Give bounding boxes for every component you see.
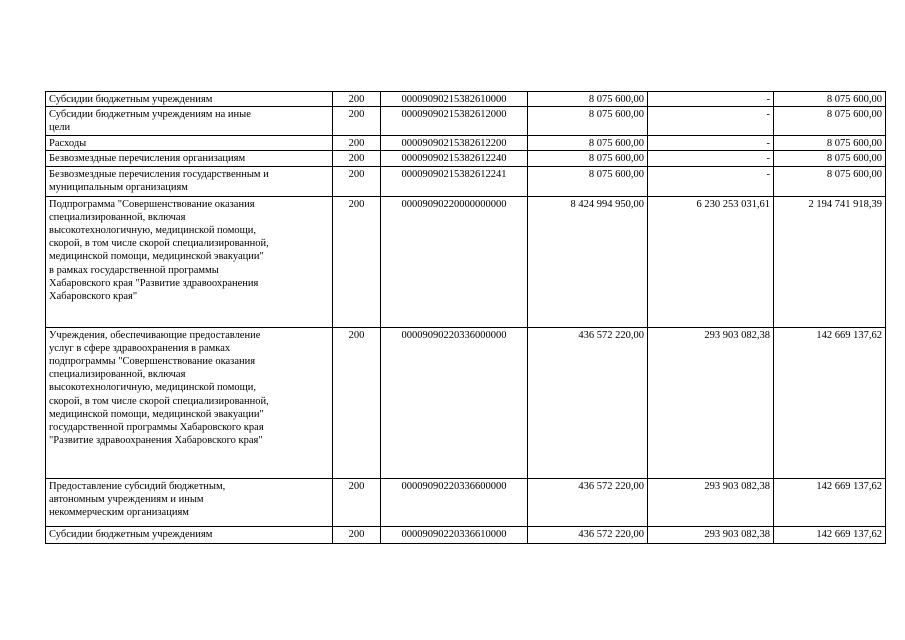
row-name-line: скорой, в том числе скорой специализированной, [49, 395, 269, 407]
row-name-line: высокотехнологичную, медицинской помощи, [49, 382, 256, 394]
row-code-cell: 200 [333, 92, 381, 107]
row-code-cell: 200 [333, 327, 381, 478]
row-name-line: муниципальным организациям [49, 181, 188, 193]
row-remaining-cell: 142 669 137,62 [774, 478, 886, 526]
row-name-line: Хабаровского края" [49, 291, 138, 303]
row-name-line: Предоставление субсидий бюджетным, [49, 480, 226, 492]
row-executed-cell: - [648, 166, 774, 196]
row-name-cell [46, 136, 333, 151]
row-name-line: Подпрограмма "Совершенствование оказания [49, 198, 255, 210]
row-kbk-cell: 00009090220000000000 [381, 196, 528, 327]
row-remaining-cell: 8 075 600,00 [774, 151, 886, 166]
row-executed-cell: 293 903 082,38 [648, 526, 774, 543]
row-executed-cell: 293 903 082,38 [648, 327, 774, 478]
row-name-line: Безвозмездные перечисления государственным и [49, 168, 269, 180]
row-name-line: специализированной, включая [49, 211, 186, 223]
row-approved-cell: 8 075 600,00 [528, 136, 648, 151]
row-kbk-cell: 00009090220336610000 [381, 526, 528, 543]
table-row [46, 196, 886, 327]
row-name-line: высокотехнологичную, медицинской помощи, [49, 225, 256, 237]
row-kbk-cell: 00009090215382612000 [381, 107, 528, 136]
row-name-cell [46, 196, 333, 327]
row-name-line: специализированной, включая [49, 369, 186, 381]
row-name-line: скорой, в том числе скорой специализированной, [49, 238, 269, 250]
row-name-cell [46, 151, 333, 166]
row-executed-cell: 293 903 082,38 [648, 478, 774, 526]
row-executed-cell: - [648, 92, 774, 107]
row-name-cell [46, 478, 333, 526]
row-code-cell: 200 [333, 151, 381, 166]
table-row [46, 107, 886, 136]
row-name-line: Субсидии бюджетным учреждениям [49, 94, 213, 105]
row-name-line: цели [49, 122, 71, 134]
row-name-line: Субсидии бюджетным учреждениям [49, 528, 213, 540]
table-row [46, 327, 886, 478]
row-kbk-cell: 00009090215382610000 [381, 92, 528, 107]
row-name-line: Учреждения, обеспечивающие предоставление [49, 329, 261, 341]
table-row [46, 526, 886, 543]
row-remaining-cell: 142 669 137,62 [774, 526, 886, 543]
row-name-cell [46, 526, 333, 543]
row-kbk-cell: 00009090215382612240 [381, 151, 528, 166]
row-name-line: подпрограммы "Совершенствование оказания [49, 356, 256, 368]
row-name-line: "Развитие здравоохранения Хабаровского края" [49, 435, 263, 447]
table-row [46, 92, 886, 107]
row-code-cell: 200 [333, 478, 381, 526]
row-approved-cell: 8 075 600,00 [528, 107, 648, 136]
row-approved-cell: 8 075 600,00 [528, 92, 648, 107]
row-name-line: Субсидии бюджетным учреждениям на иные [49, 109, 251, 121]
row-remaining-cell: 8 075 600,00 [774, 136, 886, 151]
row-name-line: Безвозмездные перечисления организациям [49, 153, 246, 165]
table-row [46, 166, 886, 196]
row-code-cell: 200 [333, 136, 381, 151]
row-executed-cell: - [648, 136, 774, 151]
row-name-cell [46, 327, 333, 478]
row-executed-cell: - [648, 107, 774, 136]
row-name-cell [46, 166, 333, 196]
row-name-cell [46, 107, 333, 136]
row-remaining-cell: 2 194 741 918,39 [774, 196, 886, 327]
row-name-line: Хабаровского края "Развитие здравоохранения [49, 277, 259, 289]
row-name-line: некоммерческим организациям [49, 507, 189, 519]
row-name-line: в рамках государственной программы [49, 264, 219, 276]
row-code-cell: 200 [333, 107, 381, 136]
budget-execution-table [45, 91, 886, 544]
table-row [46, 136, 886, 151]
row-name-line: услуг в сфере здравоохранения в рамках [49, 342, 231, 354]
row-name-line: государственной программы Хабаровского края [49, 422, 264, 434]
row-name-line: медицинской помощи, медицинской эвакуации" [49, 251, 264, 263]
row-kbk-cell: 00009090220336600000 [381, 478, 528, 526]
row-remaining-cell: 8 075 600,00 [774, 92, 886, 107]
table-row [46, 478, 886, 526]
row-name-line: автономным учреждениям и иным [49, 493, 204, 505]
row-executed-cell: - [648, 151, 774, 166]
row-kbk-cell: 00009090215382612200 [381, 136, 528, 151]
row-name-line: медицинской помощи, медицинской эвакуации" [49, 408, 264, 420]
row-executed-cell: 6 230 253 031,61 [648, 196, 774, 327]
row-code-cell: 200 [333, 526, 381, 543]
row-approved-cell: 436 572 220,00 [528, 327, 648, 478]
table-row [46, 151, 886, 166]
row-code-cell: 200 [333, 166, 381, 196]
row-approved-cell: 436 572 220,00 [528, 478, 648, 526]
row-kbk-cell: 00009090215382612241 [381, 166, 528, 196]
row-name-line: Расходы [49, 138, 87, 150]
row-code-cell: 200 [333, 196, 381, 327]
row-name-cell [46, 92, 333, 107]
row-approved-cell: 8 424 994 950,00 [528, 196, 648, 327]
row-remaining-cell: 142 669 137,62 [774, 327, 886, 478]
row-approved-cell: 436 572 220,00 [528, 526, 648, 543]
row-remaining-cell: 8 075 600,00 [774, 107, 886, 136]
row-approved-cell: 8 075 600,00 [528, 151, 648, 166]
row-kbk-cell: 00009090220336000000 [381, 327, 528, 478]
row-approved-cell: 8 075 600,00 [528, 166, 648, 196]
row-remaining-cell: 8 075 600,00 [774, 166, 886, 196]
